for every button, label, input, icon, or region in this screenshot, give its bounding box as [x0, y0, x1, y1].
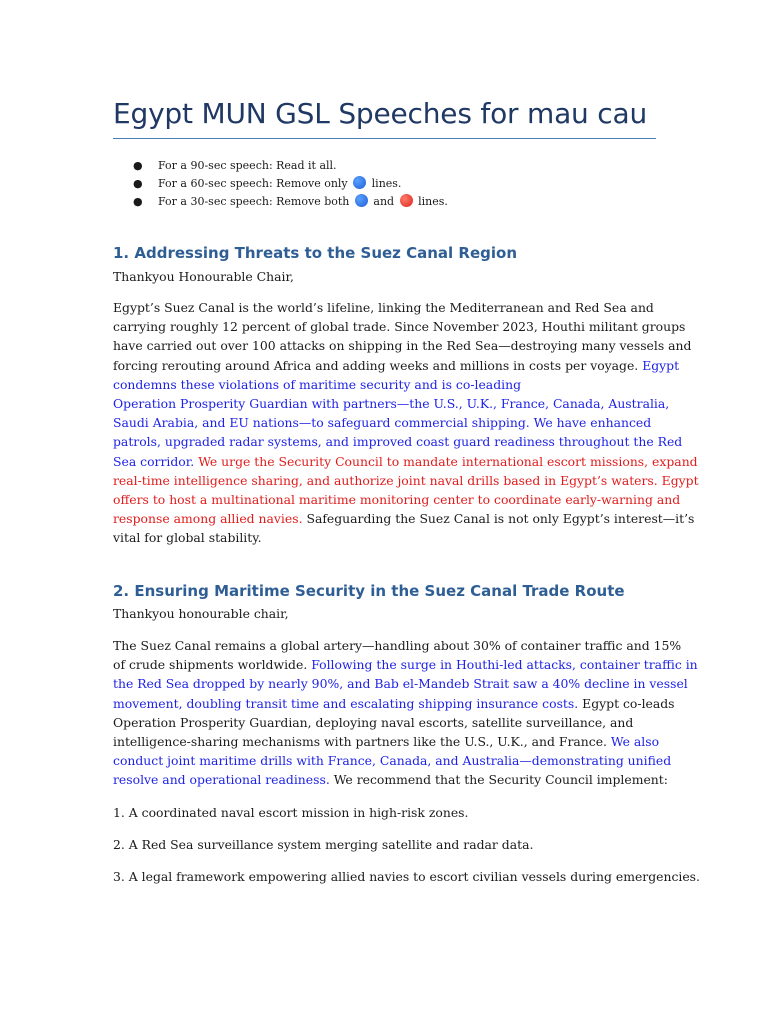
speech-paragraph — [113, 298, 699, 548]
text-segment: The Suez Canal remains a global artery—handling about 30% of container traffic and 15% — [113, 638, 682, 653]
text-segment: forcing rerouting around Africa and adding weeks and millions in costs per voyage. — [113, 357, 643, 373]
recommendation-item: 2. A Red Sea surveillance system merging satellite and radar data. — [113, 837, 534, 852]
instruction-list — [133, 157, 448, 211]
text-line — [113, 413, 658, 432]
bullet-icon: ● — [133, 177, 143, 190]
text-line — [113, 636, 682, 655]
text-line — [113, 509, 695, 528]
blue-line-segment: Egypt — [642, 357, 680, 373]
instruction-item: ● For a 30-sec speech: Remove both and lines. — [133, 193, 448, 211]
blue-line-segment: condemns these violations of maritime security and is co-leading — [113, 376, 522, 392]
text-line — [113, 298, 658, 317]
section-heading: 2. Ensuring Maritime Security in the Suez Canal Trade Route — [113, 582, 625, 600]
document-title: Egypt MUN GSL Speeches for mau cau — [113, 97, 647, 130]
instruction-item: ● For a 60-sec speech: Remove only lines. — [133, 175, 448, 193]
text-line — [113, 751, 672, 770]
text-line — [113, 317, 686, 336]
text-segment: Operation Prosperity Guardian, deploying naval escorts, satellite surveillance, and — [113, 714, 634, 730]
recommendation-item: 3. A legal framework empowering allied navies to escort civilian vessels during emergencies. — [113, 869, 700, 884]
blue-line-segment: movement, doubling transit time and escalating shipping insurance costs. — [113, 695, 583, 711]
text-line — [113, 655, 698, 674]
blue-line-segment: patrols, upgraded radar systems, and improved coast guard readiness throughout the Red — [113, 434, 683, 450]
blue-line-segment: resolve and operational readiness. — [113, 772, 334, 788]
title-underline — [113, 138, 656, 139]
speech-paragraph — [113, 636, 698, 790]
text-segment: Safeguarding the Suez Canal is not only Egypt’s interest—it’s — [306, 511, 695, 527]
text-line — [113, 336, 692, 355]
text-segment: intelligence-sharing mechanisms with partners like the U.S., U.K., and France. — [113, 734, 611, 750]
red-line-segment: real-time intelligence sharing, and authorize joint naval drills based in Egypt’s waters. Egypt — [113, 472, 699, 488]
blue-line-segment: Saudi Arabia, and EU nations—to safeguard commercial shipping. We have enhanced — [113, 415, 652, 431]
blue-line-segment: conduct joint maritime drills with France, Canada, and Australia—demonstrating unified — [113, 753, 672, 769]
blue-circle-icon — [355, 194, 368, 207]
text-line — [113, 471, 699, 490]
text-line — [113, 674, 688, 693]
text-line — [113, 713, 658, 732]
text-segment: We recommend that the Security Council implement: — [333, 772, 668, 788]
recommendation-item: 1. A coordinated naval escort mission in high-risk zones. — [113, 805, 469, 820]
red-line-segment: We urge the Security Council to mandate international escort missions, expand — [198, 453, 698, 469]
text-line — [113, 770, 668, 789]
text-line — [113, 394, 670, 413]
text-segment: vital for global stability. — [113, 530, 262, 546]
bullet-icon: ● — [133, 159, 143, 172]
blue-line-segment: We also — [610, 734, 660, 750]
greeting: Thankyou honourable chair, — [113, 606, 289, 621]
text-line — [113, 490, 681, 509]
blue-line-segment: Following the surge in Houthi-led attacks, container traffic in — [311, 657, 698, 673]
blue-circle-icon — [353, 176, 366, 189]
text-line — [113, 432, 683, 451]
text-line — [113, 356, 680, 375]
bullet-icon: ● — [133, 195, 143, 208]
blue-line-segment: Operation Prosperity Guardian with partners—the U.S., U.K., France, Canada, Australia, — [113, 396, 670, 412]
greeting: Thankyou Honourable Chair, — [113, 269, 294, 284]
red-line-segment: offers to host a multinational maritime monitoring center to coordinate early-warning and — [113, 492, 681, 508]
text-segment: Egypt’s Suez Canal is the world’s lifeline, linking the Mediterranean and Red Sea and — [113, 300, 654, 315]
text-line — [113, 694, 675, 713]
text-line — [113, 528, 658, 547]
text-segment: carrying roughly 12 percent of global trade. Since November 2023, Houthi militant groups — [113, 319, 686, 335]
text-line — [113, 732, 658, 751]
blue-line-segment: Sea corridor. — [113, 453, 199, 469]
red-circle-icon — [400, 194, 413, 207]
text-segment: of crude shipments worldwide. — [113, 657, 312, 673]
blue-line-segment: the Red Sea dropped by nearly 90%, and Bab el-Mandeb Strait saw a 40% decline in vessel — [113, 676, 688, 692]
red-line-segment: response among allied navies. — [113, 511, 307, 527]
instruction-item: ● For a 90-sec speech: Read it all. — [133, 157, 448, 175]
text-segment: have carried out over 100 attacks on shipping in the Red Sea—destroying many vessels and — [113, 338, 692, 354]
text-line — [113, 452, 698, 471]
text-line — [113, 375, 658, 394]
section-heading: 1. Addressing Threats to the Suez Canal Region — [113, 244, 518, 262]
text-segment: Egypt co-leads — [582, 695, 675, 711]
